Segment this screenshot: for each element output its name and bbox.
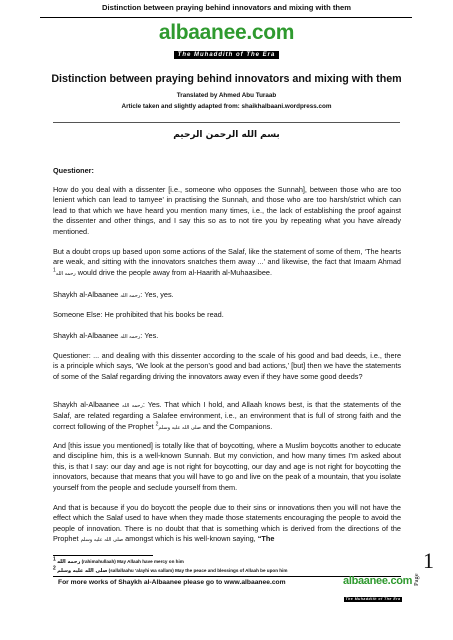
footnote-2 (53, 567, 401, 575)
salawat-arabic: صلى الله عليه وسلم (158, 424, 201, 431)
paragraph-7-text-b: and the Companions. (200, 421, 273, 431)
paragraph-4: Someone Else: He prohibited that his books be read. (53, 310, 224, 319)
document-title: Distinction between praying behind innovators and mixing with them (51, 73, 402, 85)
paragraph-9-text-b: amongst which is his well-known saying, (123, 534, 258, 544)
footnote-1 (53, 558, 401, 566)
paragraph-9-quote-start: “The (257, 534, 275, 544)
footer-text[interactable]: For more works of Shaykh al-Albaanee please go to www.albaanee.com (58, 579, 286, 586)
paragraph-2-text-a: But a doubt crops up based upon some actions of the Salaf, like the statement of some of them, ‘The hearts are weak, and sitting with the innovators snatches them away ...’ and likewise, the fact that Imaam Ahmad (53, 247, 401, 267)
running-header: Distinction between praying behind innovators and mixing with them (102, 3, 351, 12)
source-credit: Article taken and slightly adapted from: shaikhalbaani.wordpress.com (121, 103, 332, 110)
speaker-label: Shaykh al-Albaanee (53, 400, 123, 409)
page-number-value: 1 (423, 548, 434, 573)
paragraph-9 (53, 503, 401, 546)
paragraph-3-text: : Yes, yes. (140, 290, 174, 299)
paragraph-7 (53, 400, 401, 433)
paragraph-1: How do you deal with a dissenter [i.e., someone who opposes the Sunnah], between those who are too lenient which can lead to tamyee’ in practising the Sunnah, and those who are too harsh/strict which can lead to that which we have heard you mention many times, i.e., the lack of establishing the proof against the dissenter and other things, and I say this so as to not tire you by repeating what you have already mentioned. (53, 185, 401, 236)
logo-wordmark: albaanee.com (158, 21, 295, 44)
honorific-arabic: رحمه الله (55, 270, 76, 277)
translator-credit: Translated by Ahmed Abu Turaab (176, 92, 277, 99)
honorific-arabic: رحمه الله (120, 293, 141, 299)
footnote-ref-1[interactable]: 1 (53, 267, 56, 274)
logo-wordmark: albaanee.com (343, 575, 413, 587)
logo-tagline: The Muhaddith of The Era (174, 51, 280, 59)
honorific-arabic: رحمه الله (120, 334, 141, 340)
paragraph-5-text: : Yes. (140, 331, 159, 340)
page-number (415, 548, 445, 608)
basmala: بسم الله الرحمن الرحيم (173, 130, 280, 140)
site-logo (0, 22, 453, 61)
paragraph-9-text-a: And that is because if you do boycott the people due to their sins or innovations then you will not have the effect which the Salaf used to have when they made those statements encouraging the people to avoid the people of innovation. There is no doubt that that is something which is derived from the directions of the Prophet (53, 503, 401, 544)
paragraph-3 (53, 290, 401, 301)
footnote-text: (rahimahullaah) May Allaah have mercy on him (80, 559, 184, 564)
salawat-arabic: صلى الله عليه وسلم (80, 537, 124, 544)
footnote-ref-2[interactable]: 2 (155, 421, 159, 428)
paragraph-8: And [this issue you mentioned] is totally like that of boycotting, where a Muslim boycotts another to educate and discipline him, this is a well-known Sunnah. But my conviction, and how many times I’m asked about this, is that I say: our day and age is not right for boycotting, our day and age is not right for boycotting the innovators, because that means that you will have to go and live on the peak of a mountain, that you isolate yourself from the people and seclude yourself from them. (53, 441, 401, 492)
speaker-label: Shaykh al-Albaanee (53, 290, 121, 299)
paragraph-5 (53, 331, 401, 342)
paragraph-2-text-b: would drive the people away from al-Haarith al-Muhaasibee. (75, 267, 273, 277)
honorific-arabic: رحمه الله (122, 403, 143, 409)
page-word: Page (413, 573, 420, 586)
logo-tagline: The Muhaddith of The Era (345, 597, 401, 601)
footer-logo (343, 575, 413, 605)
title-divider (53, 122, 400, 123)
footnote-number: 1 (53, 556, 56, 563)
header-rule (40, 17, 412, 18)
honorific-arabic: رحمه الله (57, 559, 81, 565)
paragraph-6: Questioner: ... and dealing with this dissenter according to the scale of his good and bad deeds, i.e., there is a principle which says, ‘We look at the person’s good and bad actions,’ [but] then we have the statements of some of the Salaf regarding driving the innovators away even if they have some good deeds? (53, 351, 401, 381)
salawat-arabic: صلى الله عليه وسلم (57, 568, 108, 574)
speaker-label: Shaykh al-Albaanee (53, 331, 121, 340)
paragraph-7-text-a: : Yes. That which I hold, and Allaah knows best, is that the statements of the Salaf, are related regarding a Salafee environment, i.e., an environment that is full of strong faith and the correct following of the Prophet (53, 400, 402, 431)
footnote-number: 2 (53, 565, 56, 572)
questioner-label: Questioner: (53, 166, 94, 175)
paragraph-2 (53, 247, 401, 279)
footnote-text: (sallallaahu ‘alayhi wa sallam) May the peace and blessings of Allaah be upon him (107, 568, 288, 573)
footnote-rule (53, 555, 153, 556)
